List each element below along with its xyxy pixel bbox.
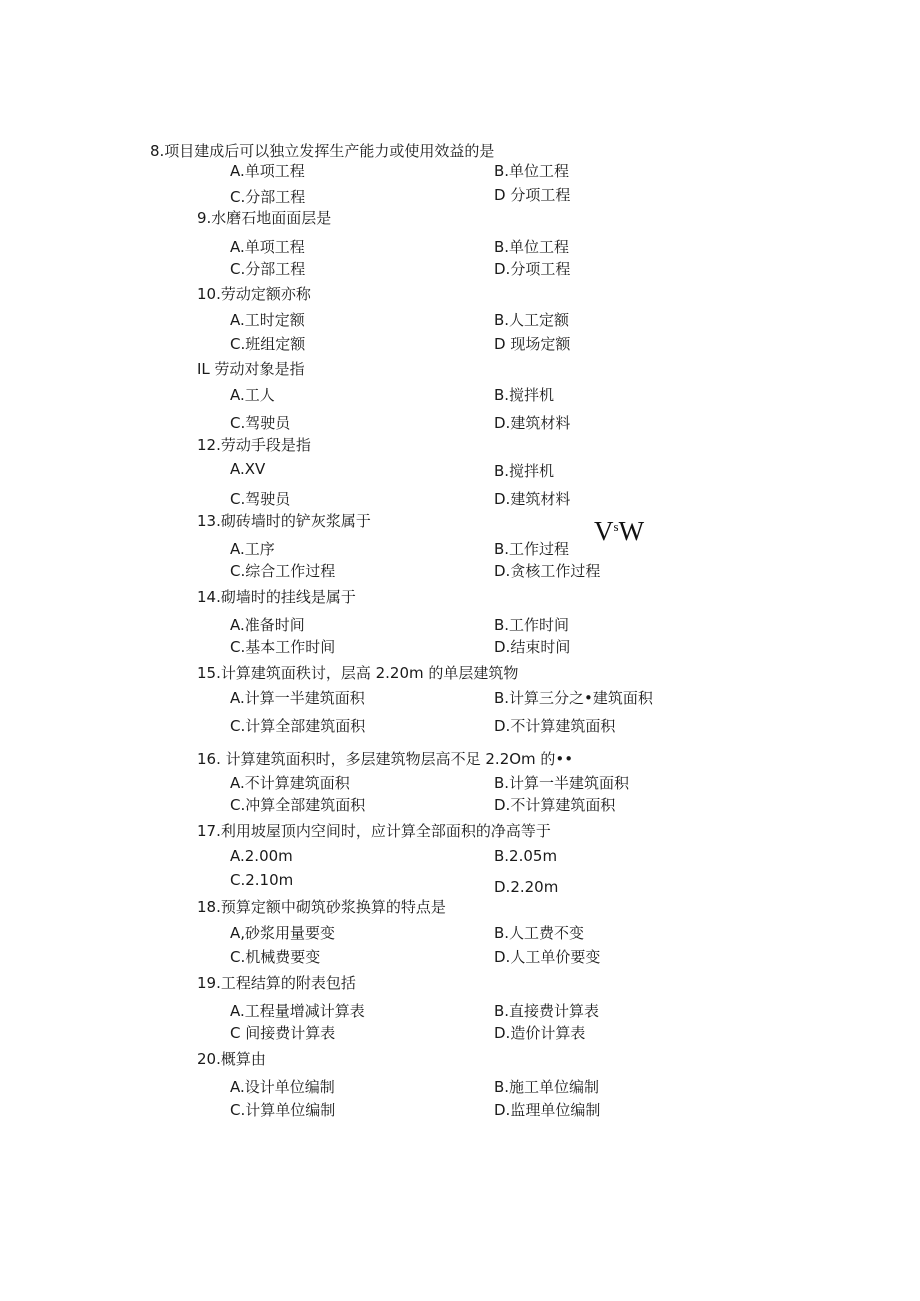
option-b: B.计算一半建筑面积 xyxy=(494,774,630,792)
option-b: B.人工费不变 xyxy=(494,924,585,942)
question-stem: IL 劳动对象是指 xyxy=(197,360,305,378)
option-c: C.驾驶员 xyxy=(230,490,291,508)
question-stem: 18.预算定额中砌筑砂浆换算的特点是 xyxy=(197,898,446,916)
option-a: A.2.00m xyxy=(230,847,293,865)
option-c: C.综合工作过程 xyxy=(230,562,336,580)
option-a: A.XV xyxy=(230,460,266,478)
option-c: C.分部工程 xyxy=(230,188,306,206)
option-b: B.工作时间 xyxy=(494,616,570,634)
question-stem: 19.工程结算的附表包括 xyxy=(197,974,356,992)
option-d: D.监理单位编制 xyxy=(494,1101,601,1119)
option-c: C.计算单位编制 xyxy=(230,1101,336,1119)
option-a: A,砂浆用量要变 xyxy=(230,924,336,942)
option-b: B.单位工程 xyxy=(494,162,570,180)
option-a: A.单项工程 xyxy=(230,238,305,256)
option-c: C.计算全部建筑面积 xyxy=(230,717,366,735)
question-stem: 10.劳动定额亦称 xyxy=(197,285,311,303)
option-b: B.工作过程 xyxy=(494,540,570,558)
option-b: B.2.05m xyxy=(494,847,558,865)
option-d: D.人工单价要变 xyxy=(494,948,601,966)
option-d: D.分项工程 xyxy=(494,260,571,278)
question-stem: 8.项目建成后可以独立发挥生产能力或使用效益的是 xyxy=(150,142,495,160)
option-a: A.不计算建筑面积 xyxy=(230,774,350,792)
stray-mark xyxy=(594,512,644,546)
question-stem: 9.水磨石地面面层是 xyxy=(197,209,332,227)
option-c: C 间接费计算表 xyxy=(230,1024,336,1042)
option-b: B.搅拌机 xyxy=(494,386,555,404)
option-a: A.准备时间 xyxy=(230,616,305,634)
option-d: D.结束时间 xyxy=(494,638,571,656)
option-c: C.冲算全部建筑面积 xyxy=(230,796,366,814)
question-stem: 17.利用坡屋顶内空间时，应计算全部面积的净高等于 xyxy=(197,822,551,840)
option-c: C.基本工作时间 xyxy=(230,638,336,656)
option-c: C.分部工程 xyxy=(230,260,306,278)
option-b: B.单位工程 xyxy=(494,238,570,256)
option-b: B.人工定额 xyxy=(494,311,570,329)
question-stem: 12.劳动手段是指 xyxy=(197,436,311,454)
option-b: B.搅拌机 xyxy=(494,462,555,480)
option-c: C.班组定额 xyxy=(230,335,306,353)
question-stem: 20.概算由 xyxy=(197,1050,266,1068)
option-a: A.单项工程 xyxy=(230,162,305,180)
option-a: A.设计单位编制 xyxy=(230,1078,335,1096)
option-d: D.建筑材料 xyxy=(494,414,571,432)
option-a: A.工序 xyxy=(230,540,275,558)
option-d: D 分项工程 xyxy=(494,186,571,204)
question-stem: 13.砌砖墙时的铲灰浆属于 xyxy=(197,512,371,530)
option-d: D.不计算建筑面积 xyxy=(494,717,616,735)
stray-mark-sup: s xyxy=(613,519,619,534)
option-c: C.2.10m xyxy=(230,871,294,889)
option-d: D 现场定额 xyxy=(494,335,571,353)
question-stem: 16. 计算建筑面积时，多层建筑物层高不足 2.2Om 的•• xyxy=(197,750,574,768)
option-d: D.2.20m xyxy=(494,878,559,896)
option-b: B.直接费计算表 xyxy=(494,1002,600,1020)
option-d: D.建筑材料 xyxy=(494,490,571,508)
option-c: C.机械费要变 xyxy=(230,948,321,966)
option-a: A.计算一半建筑面积 xyxy=(230,689,365,707)
option-b: B.计算三分之•建筑面积 xyxy=(494,689,653,707)
question-stem: 15.计算建筑面秩讨，层高 2.20m 的单层建筑物 xyxy=(197,664,519,682)
option-d: D.贪核工作过程 xyxy=(494,562,601,580)
option-a: A.工程量增减计算表 xyxy=(230,1002,365,1020)
option-b: B.施工单位编制 xyxy=(494,1078,600,1096)
question-stem: 14.砌墙时的挂线是属于 xyxy=(197,588,356,606)
stray-mark-v: V xyxy=(594,516,614,546)
option-d: D.不计算建筑面积 xyxy=(494,796,616,814)
option-c: C.驾驶员 xyxy=(230,414,291,432)
stray-mark-w: W xyxy=(618,516,645,546)
option-a: A.工人 xyxy=(230,386,275,404)
option-a: A.工时定额 xyxy=(230,311,305,329)
option-d: D.造价计算表 xyxy=(494,1024,586,1042)
